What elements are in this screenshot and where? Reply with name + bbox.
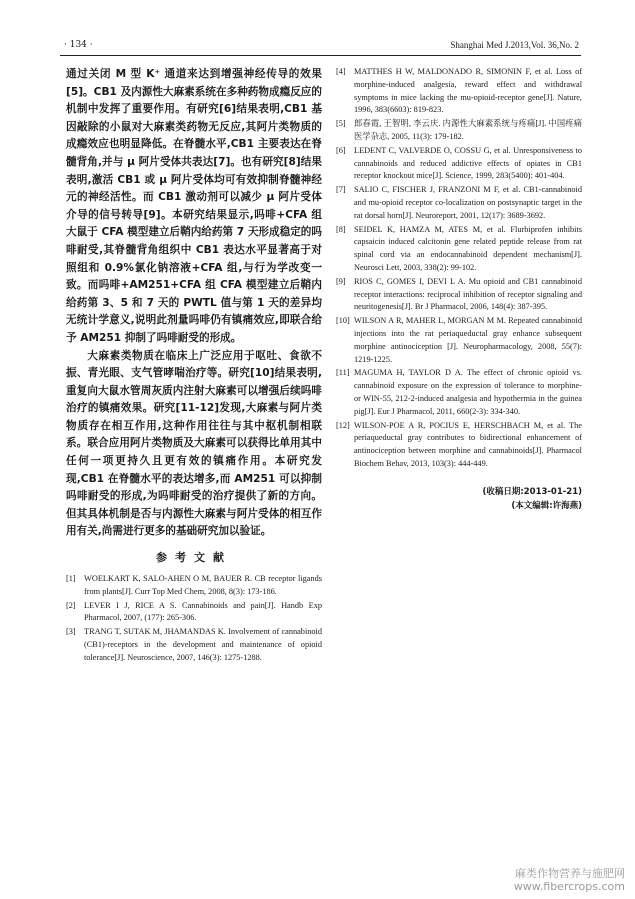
left-column (66, 66, 322, 666)
header-rule (60, 55, 581, 56)
body-paragraph-1: 通过关闭 M 型 K⁺ 通道来达到增强神经传导的效果[5]。CB1 及内源性大麻素系统在多种药物成瘾反应的机制中发挥了重要作用。有研究[6]结果表明,CB1 基因敲除的小鼠对大麻素类药物无反应,其阿片类物质的成瘾效应也明显降低。在脊髓水平,CB1 主要表达在脊髓背角,并与 μ 阿片受体共表达[7]。也有研究[8]结果表明,激活 CB1 或 μ 阿片受体均可有效抑制脊髓神经元的神经活性。而 CB1 激动剂可以减少 μ 阿片受体介导的信号转导[9]。本研究结果显示,吗啡+CFA 组大鼠于 CFA 模型建立后鞘内给药第 7 天形成稳定的吗啡耐受,其脊髓背角组织中 CB1 表达水平显著高于对照组和 0.9%氯化钠溶液+CFA 组,与行为学改变一致。而吗啡+AM251+CFA 组 CFA 模型建立后鞘内给药第 3、5 和 7 天的 PWTL 值与第 1 天的差异均无统计学意义,说明此剂量吗啡仍有镇痛效应,即联合给予 AM251 抑制了吗啡耐受的形成。 (66, 68, 322, 344)
site-watermark (514, 867, 625, 893)
reference-number: [7] (336, 185, 346, 195)
reference-item (66, 600, 322, 626)
reference-number: [3] (66, 627, 76, 637)
reference-text: MATTHES H W, MALDONADO R, SIMONIN F, et al. Loss of morphine-induced analgesia, reward effect and withdrawal symptoms in mice lacking the mu-opioid-receptor gene[J]. Nature, 1996, 383(6603): 819-823. (354, 67, 582, 115)
article-footer (336, 485, 582, 513)
reference-number: [6] (336, 145, 346, 155)
reference-text: SEIDEL K, HAMZA M, ATES M, et al. Flurbiprofen inhibits capsaicin induced calcitonin gene related peptide release from rat spinal cord via an endocannabinoid dependent mechanism[J]. Neurosci Lett, 2003, 338(2): 99-102. (354, 224, 582, 272)
reference-item (336, 145, 582, 183)
reference-number: [12] (336, 420, 350, 430)
page-number: · 134 · (64, 40, 93, 50)
reference-text: LEDENT C, VALVERDE O, COSSU G, et al. Unresponsiveness to cannabinoids and reduced addictive effects of opiates in CB1 receptor knockout mice[J]. Science, 1999, 283(5400): 401-404. (354, 145, 582, 181)
reference-text: MAGUMA H, TAYLOR D A. The effect of chronic opioid vs. cannabinoid exposure on the expression of tolerance to morphine- or WIN-55, 212-2-induced analgesia and hypothermia in the guinea pig[J]. Eur J Pharmacol, 2011, 660(2-3): 334-340. (354, 368, 582, 416)
reference-item (336, 224, 582, 275)
reference-text: LEVER I J, RICE A S. Cannabinoids and pain[J]. Handb Exp Pharmacol, 2007, (177): 265-306. (84, 600, 322, 623)
reference-item (336, 118, 582, 144)
reference-item (336, 367, 582, 418)
right-column (336, 66, 582, 513)
references-heading: 参考文献 (156, 551, 232, 565)
reference-number: [9] (336, 276, 346, 286)
reference-text: RIOS C, GOMES I, DEVI L A. Mu opioid and CB1 cannabinoid receptor interactions: reciprocal inhibition of receptor signaling and neuritogenesis[J]. Br J Pharmacol, 2006, 148(4): 387-395. (354, 276, 582, 312)
reference-text: WOELKART K, SALO-AHEN O M, BAUER R. CB receptor ligands from plants[J]. Curr Top Med Chem, 2008, 8(3): 173-186. (84, 574, 322, 596)
reference-item (336, 66, 582, 117)
reference-item (336, 184, 582, 222)
editor-credit: (本文编辑:许海燕) (511, 500, 582, 511)
journal-header: Shanghai Med J.2013,Vol. 36,No. 2 (450, 40, 579, 50)
reference-number: [11] (336, 368, 350, 378)
reference-number: [10] (336, 316, 350, 326)
reference-text: 郎春霞, 王智明, 李云庆. 内源性大麻素系统与疼痛[J]. 中国疼痛医学杂志, 2005, 11(3): 179-182. (354, 119, 582, 141)
reference-number: [4] (336, 67, 346, 76)
reference-number: [8] (336, 224, 346, 234)
reference-item (66, 573, 322, 599)
watermark-title: 麻类作物营养与施肥网 (515, 867, 625, 880)
received-date: (收稿日期:2013-01-21) (482, 486, 582, 497)
reference-number: [1] (66, 574, 76, 584)
reference-number: [2] (66, 600, 76, 610)
watermark-url: www.fibercrops.com (513, 880, 625, 893)
reference-text: WILSON A R, MAHER L, MORGAN M M. Repeated cannabinoid injections into the rat periaqueductal gray enhance subsequent morphine antinociception [J]. Neuropharmacology, 2008, 55(7): 1219-1225. (354, 316, 582, 364)
reference-item (336, 276, 582, 314)
reference-item (336, 420, 582, 471)
reference-item (66, 626, 322, 664)
reference-number: [5] (336, 119, 346, 129)
reference-text: SALIO C, FISCHER J, FRANZONI M F, et al. CB1-cannabinoid and mu-opioid receptor co-localization on postsynaptic target in the rat dorsal horn[J]. Neuroreport, 2001, 12(17): 3689-3692. (354, 185, 582, 220)
reference-text: TRANG T, SUTAK M, JHAMANDAS K. Involvement of cannabinoid (CB1)-receptors in the development and maintenance of opioid tolerance[J]. Neuroscience, 2007, 146(3): 1275-1288. (84, 627, 322, 662)
reference-item (336, 315, 582, 366)
body-paragraph-2: 大麻素类物质在临床上广泛应用于呕吐、食欲不振、青光眼、支气管哮喘治疗等。研究[10]结果表明,重复向大鼠水管周灰质内注射大麻素可以增强后续吗啡治疗的镇痛效果。研究[11-12]发现,大麻素与阿片类物质存在相互作用,这种作用往往与其中枢机制相联系。联合应用阿片类物质及大麻素可以获得比单用其中任何一项更持久且更有效的镇痛作用。本研究发现,CB1 在脊髓水平的表达增多,而 AM251 可以抑制吗啡耐受的形成,为吗啡耐受的治疗提供了新的方向。但其具体机制是否与内源性大麻素与阿片受体的相互作用有关,尚需进行更多的基础研究加以验证。 (66, 349, 322, 538)
reference-text: WILSON-POE A R, POCIUS E, HERSCHBACH M, et al. The periaqueductal gray contributes to bidirectional enhancement of antinociception between morphine and cannabinoids[J]. Pharmacol Biochem Behav, 2013, 103(3): 444-449. (354, 420, 582, 468)
